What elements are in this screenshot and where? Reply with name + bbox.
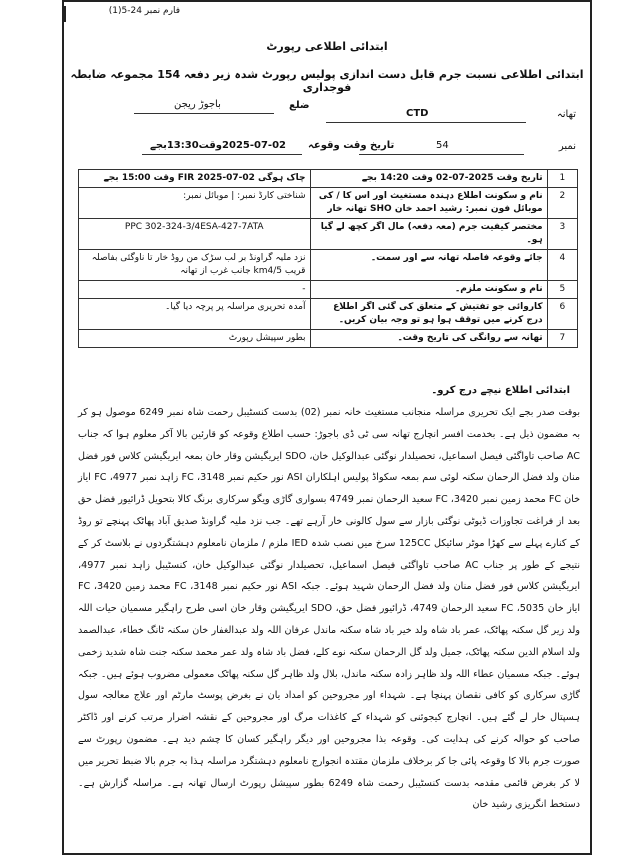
fir-document-page [62,0,592,855]
thana-value: CTD [406,108,429,119]
row-number: 5 [547,281,577,299]
row-answer: PPC 302-324-3/4ESA-427-7ATA [79,219,311,250]
row-question: نام و سکونت ملزم۔ [310,281,547,299]
row-question: نام و سکونت اطلاع دہندہ مستغیث اور اس کا / کی موبائل فون نمبر: رشید احمد خان SHO تھانہ خار [310,188,547,219]
thana-label: تھانہ [556,109,576,120]
page-title: ابتدائی اطلاعی رپورٹ [266,40,388,53]
number-label: نمبر [558,141,576,152]
row-number: 7 [547,330,577,348]
date-label: تاریخ وقت وقوعہ [308,140,395,151]
table-row [79,170,578,188]
report-body-text: بوقت صدر بجے ایک تحریری مراسلہ منجانب مستغیث خانہ نمبر (02) بدست کنسٹیبل رحمت شاہ نمبر 6249 موصول ہو کر بہ مضمون ذیل ہے۔ بخدمت افسر انچارج تھانہ سی ٹی ڈی باجوڑ: حسب اطلاع وقوعہ کو قارئین بالا آکر معلوم ہوا کہ جناب AC صاحب تاواگئی فیصل اسماعیل، تحصیلدار نوگئی عبدالوکیل خان، SDO ایریگیشن وقار خان بمعہ ایریگیشن کلاس فور فضل منان ولد فضل الرحمان سکنہ لوئی سم بمعہ سکواڈ پولیس اہلکاران ASI نور حکیم نمبر 3148، FC زاہد نمبر 4977، FC ایاز خان FC محمد زمین نمبر 3420، FC سعید الرحمان نمبر 4749 بسواری گاڑی ویگو سرکاری برنگ کالا بتحویل ڈرائیور فضل حق بعد از فراغت تجاوزات ڈیوٹی نوگئی بازار سے سول کالونی خار آرہے تھے۔ جب نزد ملیہ گراونڈ صدیق آباد پھاٹک پہنچے تو روڈ کے کنارے پہلے سے کھڑا موٹر سائیکل 125CC سرخ میں نصب شدہ IED ملزم / ملزمان نامعلوم دہشتگردوں نے بلاسٹ کر کے نتیجے کے طور پر جناب AC صاحب تاواگئی فیصل اسماعیل، تحصیلدار نوگئی عبدالوکیل خان، کنسٹیبل زاہد نمبر 4977، ایریگیشن کلاس فور فضل منان ولد فضل الرحمان شہید ہوئے۔ جبکہ ASI نور حکیم نمبر 3148، FC محمد زمین 3420، FC ایاز خان 5035، FC سعید الرحمان 4749، ڈرائیور فضل حق، SDO ایریگیشن وقار خان اسی طرح راہگیر مسمیان حیات اللہ ولد زیر گل سکنہ پھاٹک، عمر باد شاہ ولد خیر باد شاہ سکنہ ماندل عرفان اللہ ولد عبدالغفار خان سکنہ ٹانگ خطاء، عبدالصمد ولد اسلام الدین سکنہ پھاٹک، جمیل ولد گل الرحمان سکنہ نوے کلے، فضل باد شاہ ولد عمر محمد سکنہ جنت شاہ شدید زخمی ہوئے۔ جبکہ مسمیان عطاء اللہ ولد ظاہر زادہ سکنہ ماندل، بلال ولد ظاہر گل سکنہ پھاٹک معمولی مضروب ہوئے ہیں۔ جبکہ گاڑی سرکاری کو کافی نقصان پہنچا ہے۔ شہداء اور مجروحین کو امداد یان نے بغرض پوسٹ مارٹم اور علاج معالجہ سول ہسپتال خار لے گئے ہیں۔ انچارج کیجوئنی کو شہداء کے کاغذات مرگ اور مجروحین کے نقشہ اضرار مرتب کرنے اور ڈاکٹر صاحب کو حوالہ کرنے کی ہدایت کی۔ وقوعہ بذا مجروحین اور دیگر راہگیر کسان کا چشم دید ہے۔ مضمون رپورٹ سے صورت جرم بالا کا وقوعہ پائی جا کر برخلاف ملزمان مقتدہ انجوارج نامعلوم دہشتگرد مراسلہ ہذا بہ جرم بالا ضبط تحریر میں لا کر بغرض قائمی مقدمہ بدست کنسٹیبل رحمت شاہ 6249 بطور سپیشل رپورٹ ارسال تھانہ ہے۔ مراسلہ گزارش ہے۔ دستخط انگریزی رشید خان [78,407,581,811]
row-number: 4 [547,250,577,281]
row-number: 6 [547,299,577,330]
row-question: تاریخ وقت 2025-07-02 وقت 14:20 بجے [310,170,547,188]
table-row [79,330,578,348]
row-question: جائے وقوعہ فاصلہ تھانہ سے اور سمت۔ [310,250,547,281]
row-answer: آمدہ تحریری مراسلہ پر پرچہ دیا گیا۔ [79,299,311,330]
row-question: کاروائی جو تفتیش کے متعلق کی گئی اگر اطلاع درج کرنے میں توقف ہوا ہو تو وجہ بیان کریں۔ [310,299,547,330]
row-answer: شناختی کارڈ نمبر: | موبائل نمبر: [79,188,311,219]
table-row [79,188,578,219]
row-number: 1 [547,170,577,188]
district-value: باجوڑ ریجن [174,99,221,110]
table-row [79,299,578,330]
row-number: 2 [547,188,577,219]
row-answer: بطور سپیشل رپورٹ [79,330,311,348]
district-label: ضلع [289,100,310,111]
row-answer: نزد ملیہ گراونڈ بر لب سڑک من روڈ خار تا ناوگئی بفاصلہ قریب 5/km4 جانب غرب از تھانہ [79,250,311,281]
date-value: 2025-07-02وقت13:30بجے [150,140,286,151]
row-question: مختصر کیفیت جرم (معہ دفعہ) مال اگر کچھ لے گیا ہو۔ [310,219,547,250]
form-number: فارم نمبر 24-5(1) [64,6,180,22]
fir-details-table [78,169,578,348]
row-number: 3 [547,219,577,250]
table-row [79,250,578,281]
page-subtitle: ابتدائی اطلاعی نسبت جرم قابل دست اندازی پولیس رپورٹ شدہ زیر دفعہ 154 مجموعہ ضابطہ فوجداری [70,68,584,94]
table-row [79,219,578,250]
row-answer: - [79,281,311,299]
number-value: 54 [436,140,449,151]
table-row [79,281,578,299]
section-heading: ابتدائی اطلاع نیچے درج کرو۔ [431,385,570,396]
row-question: تھانہ سے روانگی کی تاریخ وقت۔ [310,330,547,348]
row-answer: چاک ہوگی FIR 2025-07-02 وقت 15:00 بجے [79,170,311,188]
